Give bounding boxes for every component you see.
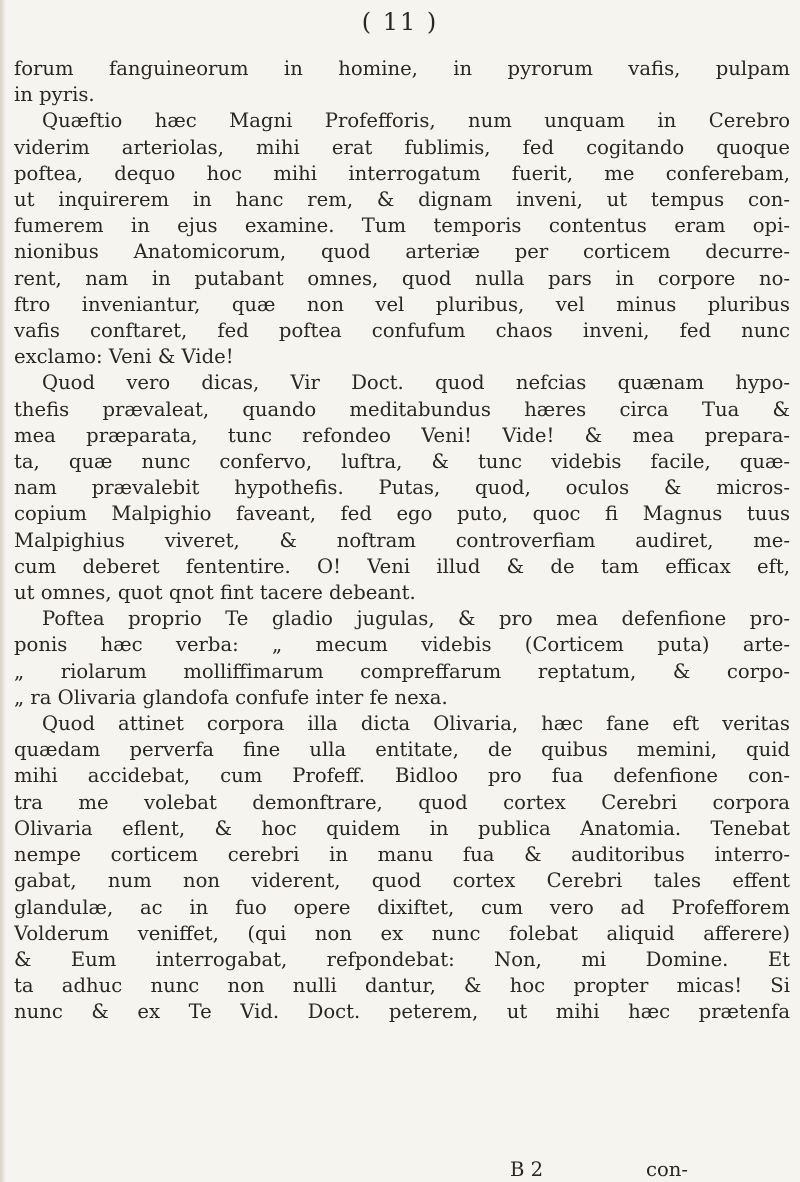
text-line: quædam perverfa fine ulla entitate, de quibus memini, quid bbox=[14, 738, 790, 762]
text-line: glandulæ, ac in fuo opere dixiftet, cum vero ad Profefforem bbox=[14, 895, 790, 919]
text-line: in pyris. bbox=[14, 83, 95, 107]
text-line: ftro inveniantur, quæ non vel pluribus, vel minus pluribus bbox=[14, 292, 790, 316]
page-footer bbox=[14, 1158, 714, 1182]
text-line: fumerem in ejus examine. Tum temporis contentus eram opi- bbox=[14, 214, 790, 238]
text-line: Quod vero dicas, Vir Doct. quod nefcias quænam hypo- bbox=[42, 371, 790, 395]
text-line: ta, quæ nunc confervo, luftra, & tunc videbis facile, quæ- bbox=[14, 450, 790, 474]
text-line: mihi accidebat, cum Profeff. Bidloo pro fua defenfione con- bbox=[14, 764, 790, 788]
text-line: rent, nam in putabant omnes, quod nulla pars in corpore no- bbox=[14, 266, 790, 290]
text-line: gabat, num non viderent, quod cortex Cerebri tales effent bbox=[14, 869, 790, 893]
text-line: ut omnes, quot qnot fint tacere debeant. bbox=[14, 581, 416, 605]
text-line: copium Malpighio faveant, fed ego puto, quoc fi Magnus tuus bbox=[14, 502, 790, 526]
text-line: Volderum veniffet, (qui non ex nunc folebat aliquid afferere) bbox=[14, 921, 790, 945]
text-line: „ riolarum molliffimarum compreffarum reptatum, & corpo- bbox=[14, 659, 790, 683]
text-line: Poftea proprio Te gladio jugulas, & pro mea defenfione pro- bbox=[42, 607, 790, 631]
text-line: vafis conftaret, fed poftea confufum chaos inveni, fed nunc bbox=[14, 319, 790, 343]
text-line: nempe corticem cerebri in manu fua & auditoribus interro- bbox=[14, 843, 790, 867]
text-line: poftea, dequo hoc mihi interrogatum fuerit, me conferebam, bbox=[14, 161, 790, 185]
text-line: mea præparata, tunc refondeo Veni! Vide! & mea prepara- bbox=[14, 423, 790, 447]
text-line: Malpighius viveret, & noftram controverfiam audiret, me- bbox=[14, 528, 790, 552]
text-line: tra me volebat demonftrare, quod cortex Cerebri corpora bbox=[14, 790, 790, 814]
text-line: nionibus Anatomicorum, quod arteriæ per corticem decurre- bbox=[14, 240, 790, 264]
text-line: thefis prævaleat, quando meditabundus hæres circa Tua & bbox=[14, 397, 790, 421]
text-line: forum fanguineorum in homine, in pyrorum vafis, pulpam bbox=[14, 57, 790, 80]
page-gutter-shadow bbox=[0, 0, 6, 1182]
text-line: ta adhuc nunc non nulli dantur, & hoc propter micas! Si bbox=[14, 974, 790, 998]
text-line: viderim arteriolas, mihi erat fublimis, fed cogitando quoque bbox=[14, 135, 790, 159]
text-line: exclamo: Veni & Vide! bbox=[14, 345, 234, 369]
text-line: nam prævalebit hypothefis. Putas, quod, oculos & micros- bbox=[14, 476, 790, 500]
text-line: & Eum interrogabat, refpondebat: Non, mi Domine. Et bbox=[14, 947, 790, 971]
text-line: Olivaria eflent, & hoc quidem in publica Anatomia. Tenebat bbox=[14, 816, 790, 840]
text-line: ponis hæc verba: „ mecum videbis (Corticem puta) arte- bbox=[14, 633, 790, 657]
body-text bbox=[14, 56, 790, 1026]
signature-mark: B 2 bbox=[510, 1158, 544, 1181]
text-line: Quæftio hæc Magni Profefforis, num unquam in Cerebro bbox=[42, 109, 790, 133]
text-line: Quod attinet corpora illa dicta Olivaria, hæc fane eft veritas bbox=[42, 712, 790, 736]
text-line: „ ra Olivaria glandofa confufe inter fe nexa. bbox=[14, 685, 448, 709]
page-number: ( 11 ) bbox=[361, 8, 439, 36]
text-line: nunc & ex Te Vid. Doct. peterem, ut mihi hæc prætenfa bbox=[14, 1000, 790, 1024]
text-line: cum deberet fententire. O! Veni illud & de tam efficax eft, bbox=[14, 554, 790, 578]
catchword: con- bbox=[646, 1158, 689, 1181]
text-line: ut inquirerem in hanc rem, & dignam inveni, ut tempus con- bbox=[14, 188, 790, 212]
